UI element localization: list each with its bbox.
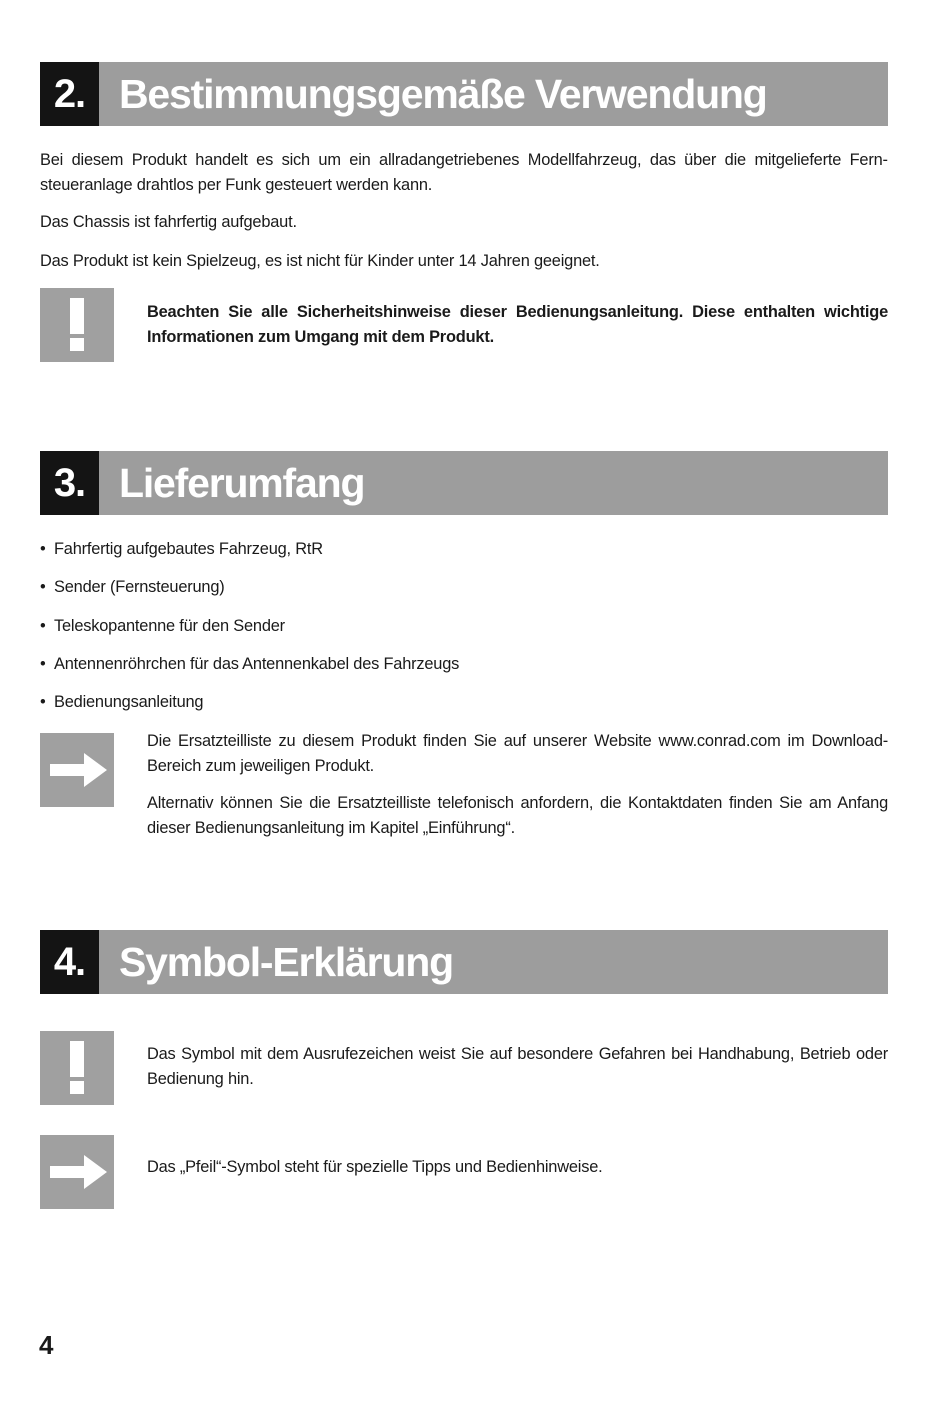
list-item bbox=[40, 615, 285, 637]
section-3-header bbox=[40, 451, 888, 515]
exclamation-icon bbox=[40, 288, 114, 362]
bullet-glyph: • bbox=[40, 617, 46, 635]
tip-text-1: Die Ersatzteilliste zu diesem Produkt finden Sie auf unserer Website www.conrad.com im Download-Bereich zum jeweiligen Produkt. bbox=[147, 732, 888, 775]
bullet-glyph: • bbox=[40, 578, 46, 596]
list-item bbox=[40, 538, 323, 560]
list-item-text: Antennenröhrchen für das Antennenkabel des Fahrzeugs bbox=[54, 655, 460, 673]
list-item bbox=[40, 576, 225, 598]
arrow-right-icon bbox=[40, 1135, 114, 1209]
arrow-right-icon bbox=[40, 733, 114, 807]
list-item-text: Teleskopantenne für den Sender bbox=[54, 617, 285, 635]
list-item bbox=[40, 691, 203, 713]
list-item-text: Sender (Fernsteuerung) bbox=[54, 578, 225, 596]
list-item bbox=[40, 653, 459, 675]
page-number: 4 bbox=[39, 1330, 53, 1360]
section-3-title: Lieferumfang bbox=[119, 460, 365, 506]
section-4-title: Symbol-Erklärung bbox=[119, 939, 453, 985]
section-2-number: 2. bbox=[40, 62, 99, 126]
tip-text-2: Alternativ können Sie die Ersatzteilliste telefonisch anfordern, die Kontaktdaten finden Sie am Anfang dieser Bedienungsanleitung im Kapitel „Einführung“. bbox=[147, 794, 888, 837]
exclamation-symbol-description: Das Symbol mit dem Ausrufezeichen weist Sie auf besondere Gefahren bei Handhabung, Betrieb oder Bedienung hin. bbox=[147, 1045, 888, 1088]
arrow-symbol-description: Das „Pfeil“-Symbol steht für spezielle Tipps und Bedienhinweise. bbox=[147, 1158, 603, 1176]
exclamation-icon bbox=[40, 1031, 114, 1105]
list-item-text: Fahrfertig aufgebautes Fahrzeug, RtR bbox=[54, 540, 323, 558]
section-2-paragraph-3: Das Produkt ist kein Spielzeug, es ist nicht für Kinder unter 14 Jahren geeignet. bbox=[40, 252, 600, 270]
bullet-glyph: • bbox=[40, 693, 46, 711]
section-2-header bbox=[40, 62, 888, 126]
safety-warning-text: Beachten Sie alle Sicherheitshinweise dieser Bedienungsanleitung. Diese enthalten wichtige Informationen zum Umgang mit dem Produkt. bbox=[147, 303, 888, 346]
section-2-paragraph-1: Bei diesem Produkt handelt es sich um ein allradangetriebenes Modellfahrzeug, das über die mitgelieferte Fernsteueranlage drahtlos per Funk gesteuert werden kann. bbox=[40, 151, 888, 194]
section-2-paragraph-2: Das Chassis ist fahrfertig aufgebaut. bbox=[40, 213, 297, 231]
bullet-glyph: • bbox=[40, 655, 46, 673]
section-3-number: 3. bbox=[40, 451, 99, 515]
bullet-glyph: • bbox=[40, 540, 46, 558]
list-item-text: Bedienungsanleitung bbox=[54, 693, 204, 711]
section-4-header bbox=[40, 930, 888, 994]
section-4-number: 4. bbox=[40, 930, 99, 994]
section-2-title: Bestimmungsgemäße Verwendung bbox=[119, 71, 767, 117]
